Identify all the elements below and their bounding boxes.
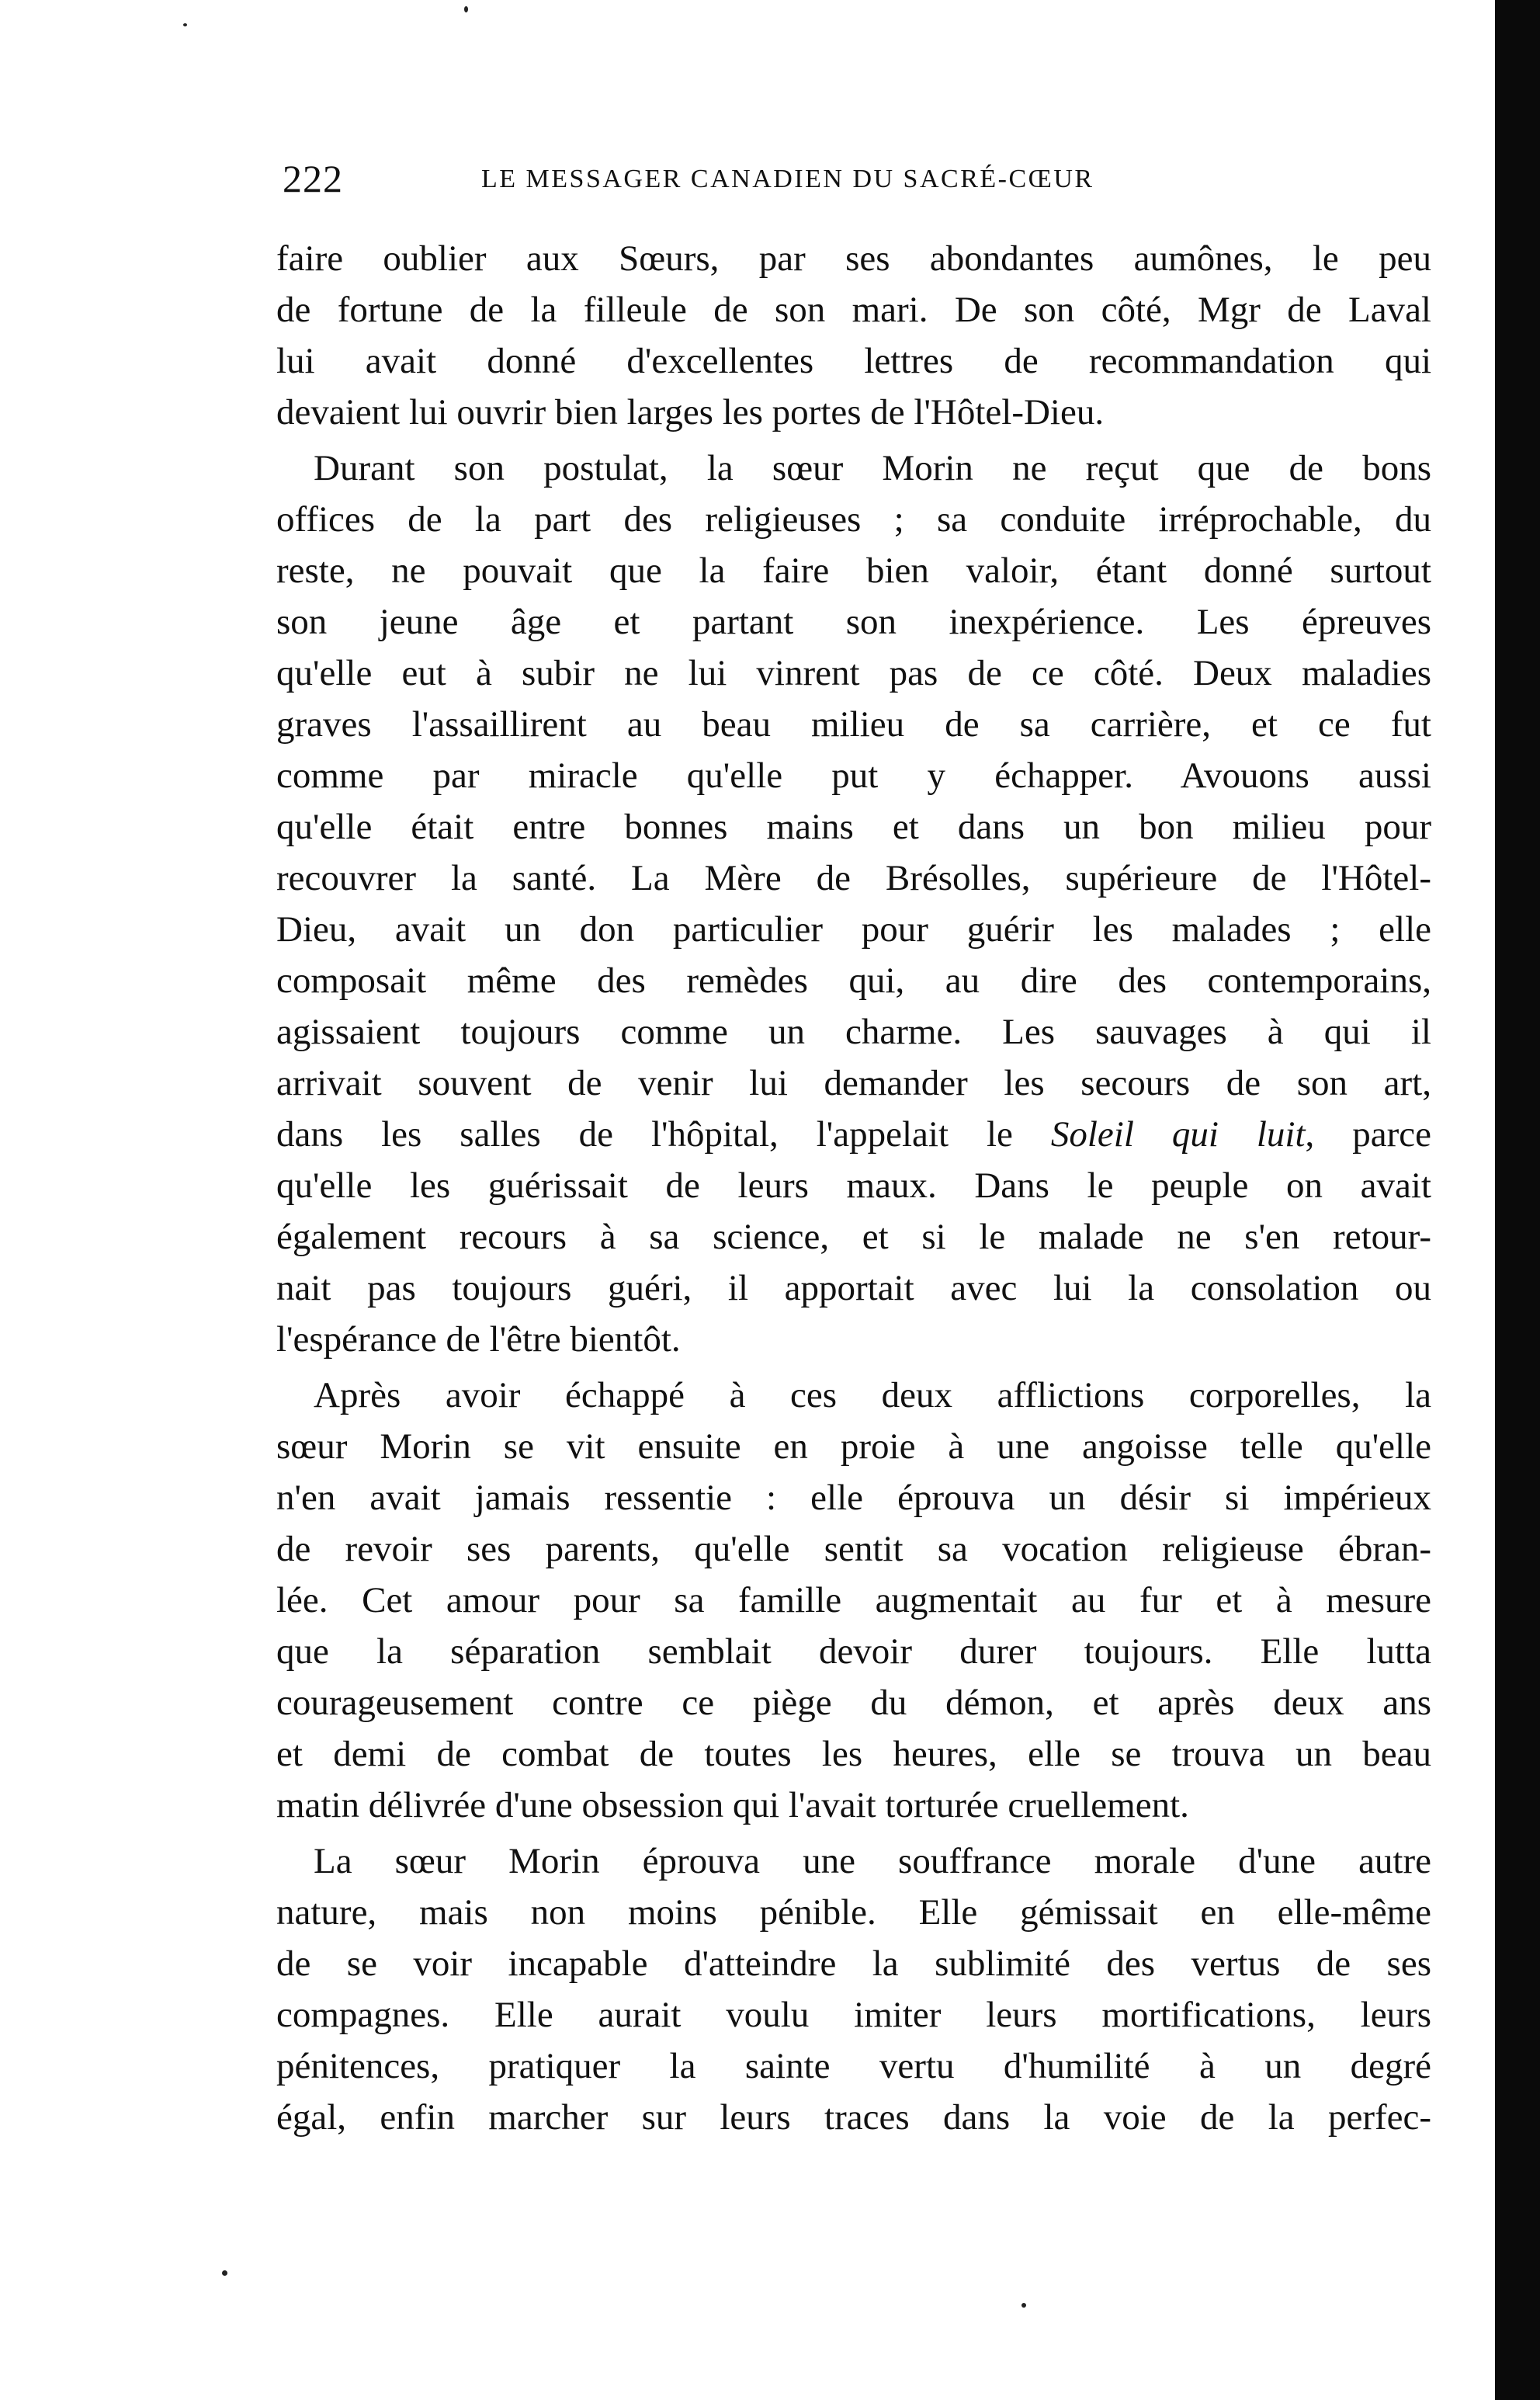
text-line: offices de la part des religieuses ; sa conduite irréprochable, du: [276, 499, 1431, 540]
text-line: lée. Cet amour pour sa famille augmentait au fur et à mesure: [276, 1580, 1431, 1620]
page-number: 222: [283, 157, 343, 200]
paragraph: [276, 1836, 1431, 2143]
text-line: arrivait souvent de venir lui demander les secours de son art,: [276, 1063, 1431, 1103]
text-line: son jeune âge et partant son inexpérience. Les épreuves: [276, 602, 1431, 642]
scan-dark-edge: [1495, 0, 1540, 2400]
text-line: qu'elle était entre bonnes mains et dans un bon milieu pour: [276, 807, 1431, 847]
text-line: agissaient toujours comme un charme. Les sauvages à qui il: [276, 1012, 1431, 1052]
text-line: sœur Morin se vit ensuite en proie à une angoisse telle qu'elle: [276, 1426, 1431, 1467]
scan-speck: [464, 6, 468, 12]
body-text: [276, 233, 1431, 2143]
text-line: de revoir ses parents, qu'elle sentit sa vocation religieuse ébran-: [276, 1529, 1431, 1569]
text-line: l'espérance de l'être bientôt.: [276, 1319, 681, 1360]
text-line: nait pas toujours guéri, il apportait avec lui la consolation ou: [276, 1268, 1431, 1308]
text-line: courageusement contre ce piège du démon, et après deux ans: [276, 1683, 1431, 1723]
scan-speck: [1021, 2303, 1026, 2308]
text-line: Dieu, avait un don particulier pour guérir les malades ; elle: [276, 909, 1431, 950]
scan-speck: [183, 23, 187, 26]
text-line: et demi de combat de toutes les heures, elle se trouva un beau: [276, 1734, 1431, 1774]
text-line: matin délivrée d'une obsession qui l'avait torturée cruellement.: [276, 1785, 1189, 1825]
text-line: égal, enfin marcher sur leurs traces dans la voie de la perfec-: [276, 2097, 1431, 2138]
scan-speck: [222, 2270, 227, 2276]
running-title: LE MESSAGER CANADIEN DU SACRÉ-CŒUR: [481, 165, 1094, 193]
text-line: faire oublier aux Sœurs, par ses abondantes aumônes, le peu: [276, 238, 1431, 279]
text-line: qu'elle les guérissait de leurs maux. Dans le peuple on avait: [276, 1165, 1431, 1206]
text-line: graves l'assaillirent au beau milieu de sa carrière, et ce fut: [276, 704, 1431, 745]
text-line-soleil: [276, 1109, 1431, 1160]
paragraph: [276, 233, 1431, 438]
paragraph: [276, 1370, 1431, 1831]
text-line: qu'elle eut à subir ne lui vinrent pas de ce côté. Deux maladies: [276, 653, 1431, 693]
text-line: de fortune de la filleule de son mari. De son côté, Mgr de Laval: [276, 290, 1431, 330]
text-line: nature, mais non moins pénible. Elle gémissait en elle-même: [276, 1892, 1431, 1933]
text-fragment: dans les salles de l'hôpital, l'appelait le: [276, 1114, 1051, 1155]
text-line: compagnes. Elle aurait voulu imiter leurs mortifications, leurs: [276, 1995, 1431, 2035]
text-line: composait même des remèdes qui, au dire des contemporains,: [276, 960, 1431, 1001]
text-line: recouvrer la santé. La Mère de Brésolles, supérieure de l'Hôtel-: [276, 858, 1431, 898]
italic-phrase: Soleil qui luit: [1050, 1114, 1306, 1155]
text-line: également recours à sa science, et si le malade ne s'en retour-: [276, 1217, 1431, 1257]
text-line: de se voir incapable d'atteindre la sublimité des vertus de ses: [276, 1943, 1431, 1984]
text-line: devaient lui ouvrir bien larges les portes de l'Hôtel-Dieu.: [276, 392, 1105, 432]
text-line: lui avait donné d'excellentes lettres de recommandation qui: [276, 341, 1431, 381]
paragraph: [276, 443, 1431, 1365]
text-line: Durant son postulat, la sœur Morin ne reçut que de bons: [314, 448, 1431, 488]
text-line: Après avoir échappé à ces deux afflictions corporelles, la: [314, 1375, 1431, 1415]
text-line: que la séparation semblait devoir durer toujours. Elle lutta: [276, 1631, 1431, 1672]
text-line: reste, ne pouvait que la faire bien valoir, étant donné surtout: [276, 551, 1431, 591]
text-line: comme par miracle qu'elle put y échapper. Avouons aussi: [276, 755, 1431, 796]
text-line: La sœur Morin éprouva une souffrance morale d'une autre: [314, 1841, 1431, 1881]
running-header: [283, 155, 1276, 202]
text-fragment: , parce: [1305, 1114, 1431, 1155]
text-line: pénitences, pratiquer la sainte vertu d'humilité à un degré: [276, 2046, 1431, 2086]
text-line: n'en avait jamais ressentie : elle éprouva un désir si impérieux: [276, 1478, 1431, 1518]
